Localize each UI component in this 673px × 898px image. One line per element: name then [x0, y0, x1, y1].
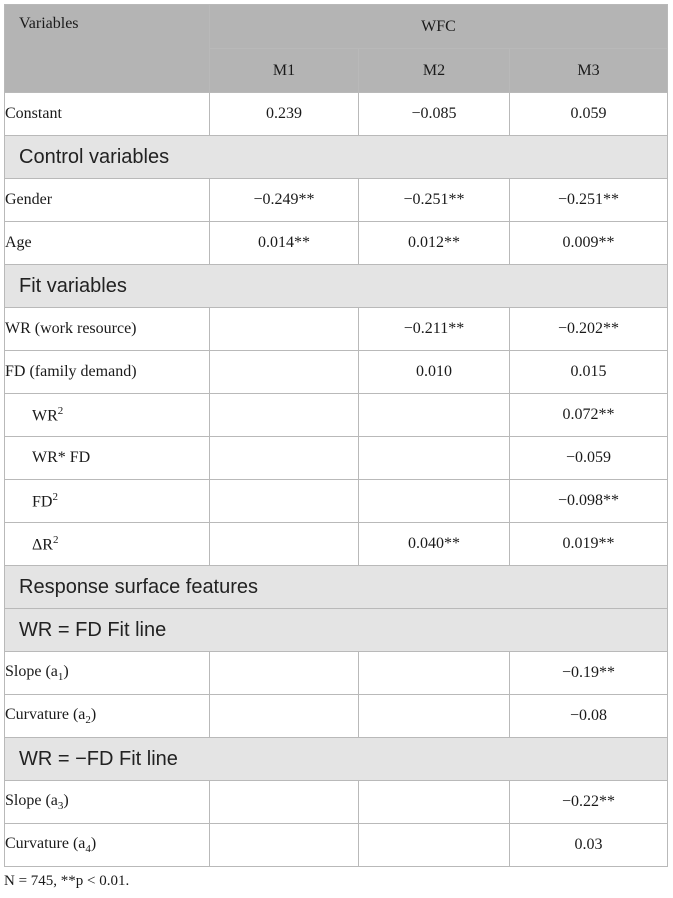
table-row [5, 695, 668, 738]
label-subscript: 2 [85, 714, 91, 727]
label-subscript: 4 [85, 843, 91, 856]
cell-m3: 0.019** [510, 523, 668, 566]
label-superscript: 2 [57, 404, 64, 417]
label-suffix: ) [90, 705, 97, 723]
section-label: Control variables [5, 136, 668, 179]
cell-m3: 0.015 [510, 351, 668, 394]
row-label-text: FD [32, 493, 53, 511]
row-label-text: Age [5, 234, 32, 251]
row-label-text: Curvature (a [5, 834, 86, 852]
table-row [5, 93, 668, 136]
cell-m2: −0.085 [359, 93, 510, 136]
row-label [5, 824, 210, 867]
cell-m1: −0.249** [210, 179, 359, 222]
cell-m1: 0.014** [210, 222, 359, 265]
row-label-text: Constant [5, 105, 62, 122]
section-row [5, 265, 668, 308]
row-label [5, 179, 210, 222]
row-label-text: FD (family demand) [5, 363, 137, 380]
section-label: Fit variables [5, 265, 668, 308]
cell-m1 [210, 351, 359, 394]
regression-table [4, 4, 668, 867]
row-label-text: Slope (a [5, 791, 58, 809]
table-row [5, 437, 668, 480]
section-label: WR = −FD Fit line [5, 738, 668, 781]
cell-m2: 0.012** [359, 222, 510, 265]
table-row [5, 222, 668, 265]
wfc-header: WFC [210, 5, 668, 49]
variables-header: Variables [5, 5, 210, 93]
row-label-text: ΔR [32, 536, 53, 554]
section-row [5, 738, 668, 781]
cell-m1 [210, 652, 359, 695]
table-row [5, 308, 668, 351]
cell-m2 [359, 652, 510, 695]
cell-m1 [210, 781, 359, 824]
row-label-text: WR (work resource) [5, 320, 137, 337]
cell-m1 [210, 308, 359, 351]
row-label [5, 222, 210, 265]
row-label [5, 308, 210, 351]
cell-m2 [359, 394, 510, 437]
cell-m1 [210, 394, 359, 437]
cell-m1 [210, 480, 359, 523]
cell-m2 [359, 480, 510, 523]
label-suffix: ) [63, 662, 69, 680]
table-note: N = 745, **p < 0.01. [4, 873, 130, 889]
cell-m1: 0.239 [210, 93, 359, 136]
table-row [5, 480, 668, 523]
section-label: Response surface features [5, 566, 668, 609]
row-label [5, 394, 210, 437]
cell-m3: −0.059 [510, 437, 668, 480]
row-label [5, 437, 210, 480]
table-row [5, 179, 668, 222]
row-label [5, 781, 210, 824]
cell-m2 [359, 781, 510, 824]
section-row [5, 136, 668, 179]
cell-m3: −0.098** [510, 480, 668, 523]
model-header-m2: M2 [359, 49, 510, 93]
table-row [5, 652, 668, 695]
cell-m2: −0.251** [359, 179, 510, 222]
cell-m3: −0.08 [510, 695, 668, 738]
table-body [5, 93, 668, 867]
label-subscript: 1 [57, 671, 64, 684]
cell-m1 [210, 523, 359, 566]
row-label [5, 523, 210, 566]
cell-m3: 0.03 [510, 824, 668, 867]
cell-m2 [359, 437, 510, 480]
cell-m1 [210, 437, 359, 480]
label-superscript: 2 [52, 490, 58, 503]
table-row [5, 824, 668, 867]
table-row [5, 351, 668, 394]
cell-m2 [359, 695, 510, 738]
model-header-m3: M3 [510, 49, 668, 93]
cell-m2 [359, 824, 510, 867]
cell-m3: −0.202** [510, 308, 668, 351]
cell-m1 [210, 695, 359, 738]
row-label [5, 480, 210, 523]
cell-m3: −0.251** [510, 179, 668, 222]
cell-m3: −0.19** [510, 652, 668, 695]
cell-m1 [210, 824, 359, 867]
row-label-text: Gender [5, 191, 53, 208]
cell-m2: −0.211** [359, 308, 510, 351]
section-row [5, 609, 668, 652]
label-suffix: ) [90, 834, 97, 852]
cell-m3: 0.059 [510, 93, 668, 136]
row-label [5, 695, 210, 738]
cell-m2: 0.010 [359, 351, 510, 394]
table-row [5, 781, 668, 824]
cell-m3: 0.072** [510, 394, 668, 437]
cell-m2: 0.040** [359, 523, 510, 566]
row-label [5, 652, 210, 695]
cell-m3: 0.009** [510, 222, 668, 265]
section-row [5, 566, 668, 609]
label-superscript: 2 [52, 533, 59, 546]
row-label [5, 93, 210, 136]
row-label-text: Slope (a [5, 662, 58, 680]
row-label-text: WR* FD [32, 449, 91, 466]
section-label: WR = FD Fit line [5, 609, 668, 652]
row-label-text: WR [32, 407, 58, 425]
row-label [5, 351, 210, 394]
header-row-top [5, 5, 668, 49]
label-suffix: ) [63, 791, 69, 809]
table-row [5, 523, 668, 566]
label-subscript: 3 [57, 800, 64, 813]
row-label-text: Curvature (a [5, 705, 86, 723]
cell-m3: −0.22** [510, 781, 668, 824]
model-header-m1: M1 [210, 49, 359, 93]
table-row [5, 394, 668, 437]
